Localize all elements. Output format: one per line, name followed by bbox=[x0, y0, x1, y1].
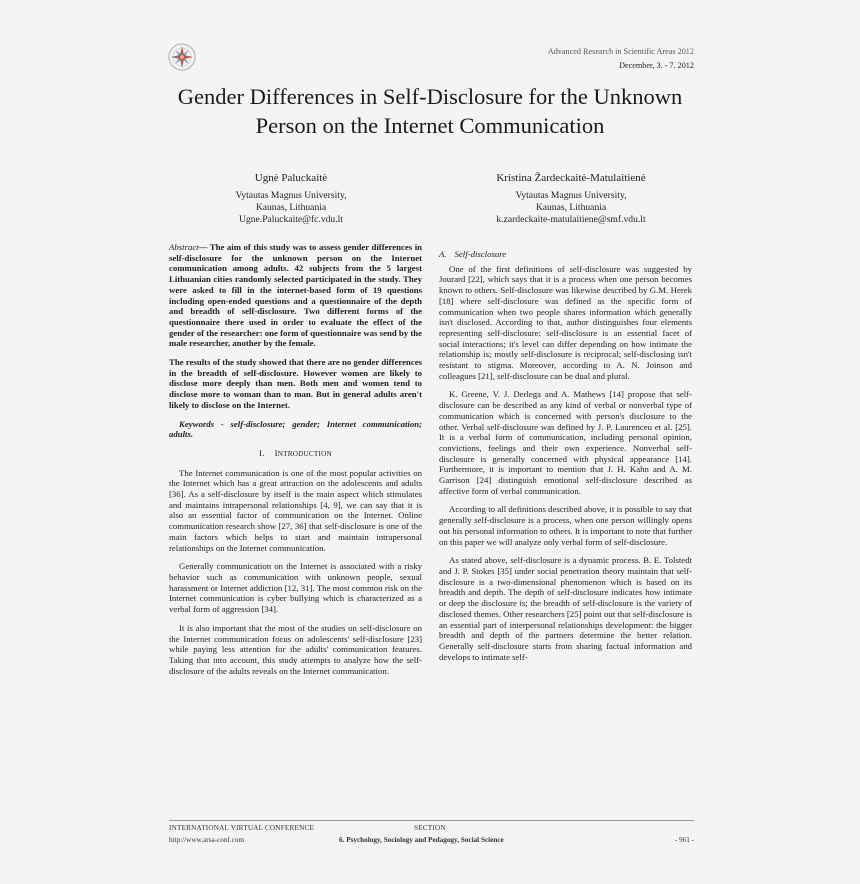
abstract-dash: — bbox=[198, 242, 208, 252]
footer-url: http://www.arsa-conf.com bbox=[169, 836, 244, 844]
header-date: December, 3. - 7. 2012 bbox=[619, 61, 694, 70]
abstract-label: Abstract bbox=[169, 242, 199, 252]
paragraph: According to all definitions described above, it is possible to say that generally self-disclosure is a process, when one person willingly opens out his personal information to others. It is important to note that further on this paper we will analyze only verbal form of self-disclosure. bbox=[439, 504, 692, 547]
paragraph: The Internet communication is one of the most popular activities on the Internet which has a great attraction on the adolescents and adults [36]. As a self-disclosure by itself is the main aspect which stimulates and maintains intrapersonal relationships [4, 9], we can say that it is also an essential factor of communication on the Internet. Online communication research show [27, 36] that self-disclosure is one of the main factors which helps to start and maintain intrapersonal relationships on the Internet communication. bbox=[169, 467, 422, 553]
paragraph: Generally communication on the Internet is associated with a risky behavior such as communication with unknown people, sexual harassment or Internet addiction [12, 31]. The most common risk on the Internet communication is cyber bullying which is characterized as a verbal form of aggression [34]. bbox=[169, 561, 422, 615]
left-column bbox=[169, 242, 422, 684]
author-block-1 bbox=[161, 172, 421, 226]
right-column bbox=[439, 249, 692, 670]
author-name: Kristina Žardeckaitė-Matulaitienė bbox=[496, 172, 646, 184]
author-email: Ugne.Paluckaite@fc.vdu.lt bbox=[239, 214, 343, 225]
footer-section-label: SECTION bbox=[414, 824, 446, 832]
footer-conference: INTERNATIONAL VIRTUAL CONFERENCE bbox=[169, 824, 315, 832]
section-heading-introduction bbox=[169, 448, 422, 460]
footer-section-name: 6. Psychology, Sociology and Pedagogy, Social Science bbox=[339, 836, 504, 844]
author-city: Kaunas, Lithuania bbox=[255, 202, 327, 213]
header-conference: Advanced Research in Scientific Areas 2012 bbox=[547, 47, 694, 56]
section-title-rest: NTRODUCTION bbox=[277, 449, 332, 458]
footer-divider bbox=[169, 820, 694, 821]
subsection-letter: A. bbox=[439, 249, 447, 259]
keywords: Keywords - self-disclosure; gender; Internet communication; adults. bbox=[169, 418, 422, 440]
abstract-results: The results of the study showed that there are no gender differences in the breadth of self-disclosure. However women are likely to disclose more deeply than men. Both men and women tend to disclose more to woman than to man. But in general adults aren't likely to disclose on the Internet. bbox=[169, 357, 422, 410]
author-city: Kaunas, Lithuania bbox=[535, 202, 607, 213]
paragraph: One of the first definitions of self-disclosure was suggested by Jourard [22], which says that it is a process when one person becomes known to others. Self-disclosure was likewise described by G.M. Herek [18] where self-disclosure was defined as the specific form of communication when two people shares information which generally isn't disclosed. According to that, author distinguishes four elements representing self-disclosure: self-disclosure is an essential facet of social interactions; it's level can differ depending on how intimate the relationship is; mostly self-disclosure is reciprocal; self-disclosing isn't resistant to stigma. Moreover, according to A. N. Joinson and colleagues [21], self-disclosure can be dual and plural. bbox=[439, 263, 692, 381]
subsection-title: Self-disclosure bbox=[454, 249, 507, 259]
page-number: - 961 - bbox=[674, 836, 694, 844]
author-block-2 bbox=[441, 172, 701, 226]
section-first-letter: I bbox=[274, 447, 278, 458]
subsection-heading bbox=[439, 249, 692, 260]
paragraph: K. Greene, V. J. Derlega and A. Mathews [14] propose that self-disclosure can be described as any kind of verbal or nonverbal type of communication which is concerned with person's disclosure to the other. Verbal self-disclosure was defined by J. P. Laurenceu et al. [25]. It is a verbal form of communication, including personal opinion, convictions, feelings and their own experience. Nonverbal self-disclosure is generally concerned with physical appearance [14]. Furthermore, it is important to mention that J. H. Kahn and A. M. Garrison [24] distinguish emotional self-disclosure described as affective form of verbal communication. bbox=[439, 389, 692, 496]
paragraph: It is also important that the most of the studies on self-disclosure on the Internet communication focus on adolescents' self-disclosure [23] while paying less attention for the adults' communication features. Taking that into account, this study attempts to analyze how the self-disclosure of the adults reveals on the Internet communication. bbox=[169, 622, 422, 676]
section-number: I. bbox=[259, 447, 265, 458]
author-affiliation: Vytautas Magnus University, bbox=[515, 190, 627, 201]
abstract-text: The aim of this study was to assess gender differences in self-disclosure for the unknown person on the Internet communication among adults. 42 subjects from the 5 largest Lithuanian cities randomly selected participated in the study. They were asked to fill in the internet-based form of 19 questions including open-ended questions and a questionnaire of the depth and breadth of self-disclosure. Two different forms of the questionnaire there used in order to evaluate the effect of the gender of the researcher: one form of questionnaire was send by the male researcher, another by the female. bbox=[169, 242, 422, 349]
paragraph: As stated above, self-disclosure is a dynamic process. B. E. Tolstedt and J. P. Stokes [35] under social penetration theory maintain that self-disclosure is a two-dimensional phenomenon which is based on its breadth and depth. The depth of self-disclosure indicates how intimate or deep the disclosure is; the breadth of self-disclosure is the variety of disclosed themes. Other researchers [25] point out that self-disclosure is an essential part of interpersonal relationships development: the bigger breadth and depth of the partners determine the better relation. Generally self-disclosure starts from sharing factual information and develops to intimate self- bbox=[439, 555, 692, 662]
author-name: Ugnė Paluckaitė bbox=[254, 172, 328, 184]
author-email: k.zardeckaite-matulaitiene@smf.vdu.lt bbox=[496, 214, 646, 225]
conference-logo-icon bbox=[167, 42, 197, 72]
author-affiliation: Vytautas Magnus University, bbox=[235, 190, 347, 201]
paper-title: Gender Differences in Self-Disclosure for the Unknown Person on the Internet Communication bbox=[177, 84, 683, 138]
abstract bbox=[169, 242, 422, 349]
